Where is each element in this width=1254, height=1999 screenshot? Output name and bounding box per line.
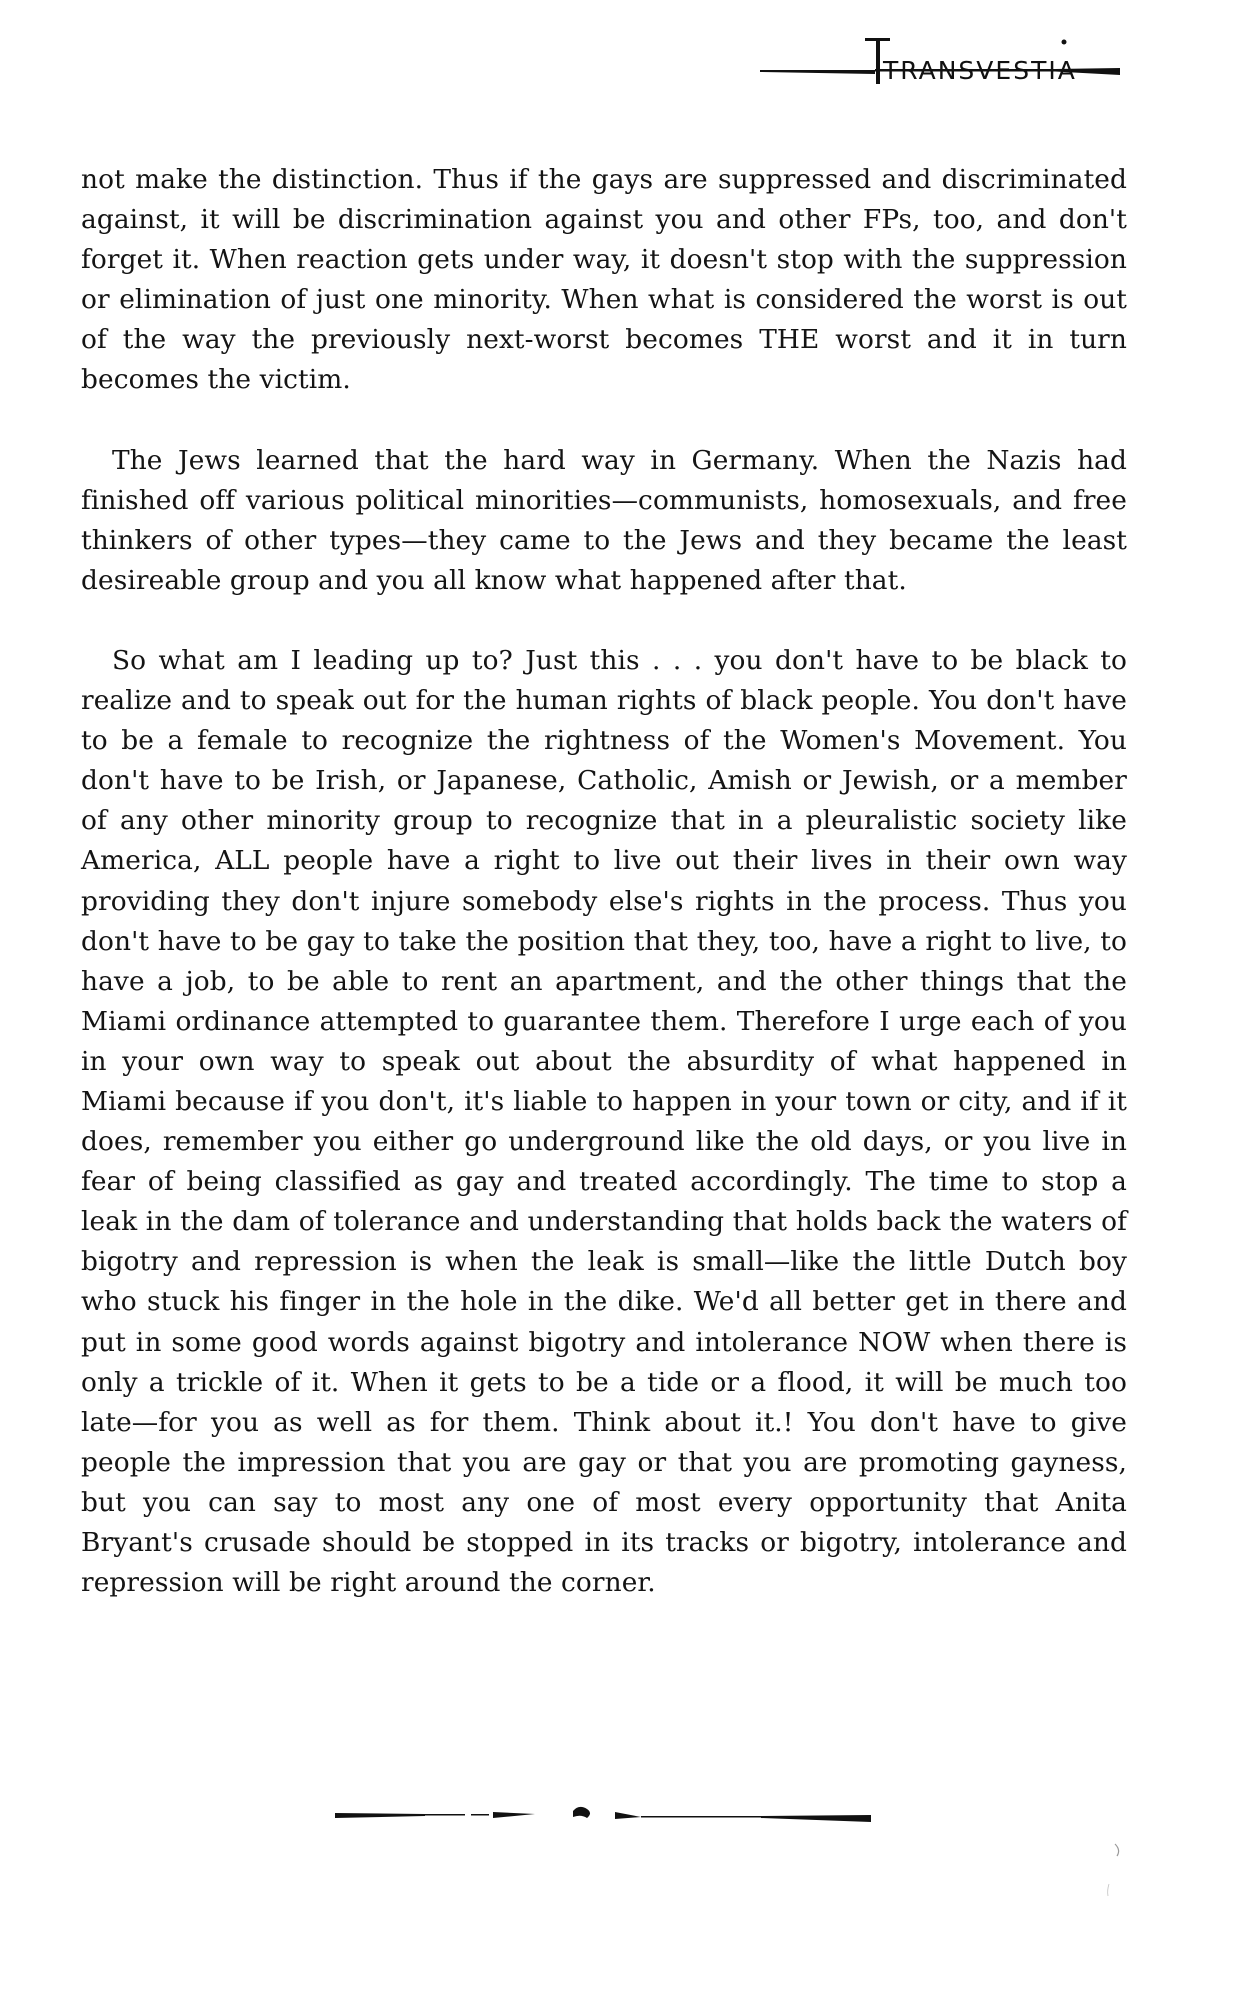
article-body bbox=[81, 160, 1127, 1603]
end-of-article-ornament-icon bbox=[335, 1800, 875, 1830]
stray-pencil-mark bbox=[1105, 1840, 1135, 1900]
paragraph-2: The Jews learned that the hard way in Germany. When the Nazis had finished off various political minorities—communists, homosexuals, and free thinkers of other types—they came to the Jews and they became the least desireable group and you all know what happened after that. bbox=[81, 444, 1127, 596]
running-header bbox=[755, 36, 1125, 106]
paragraph-3: So what am I leading up to? Just this . . . you don't have to be black to realize and to speak out for the human rights of black people. You don't have to be a female to recognize the rightness of the Women's Movement. You don't have to be Irish, or Japanese, Catholic, Amish or Jewish, or a member of any other minority group to recognize that in a pleuralistic society like America, ALL people have a right to live out their lives in their own way providing they don't injure somebody else's rights in the process. Thus you don't have to be gay to take the position that they, too, have a right to live, to have a job, to be able to rent an apartment, and the other things that the Miami ordinance attempted to guarantee them. Therefore I urge each of you in your own way to speak out about the absurdity of what happened in Miami because if you don't, it's liable to happen in your town or city, and if it does, remember you either go underground like the old days, or you live in fear of being classified as gay and treated accordingly. The time to stop a leak in the dam of tolerance and understanding that holds back the waters of bigotry and repression is when the leak is small—like the little Dutch boy who stuck his finger in the hole in the dike. We'd all better get in there and put in some good words against bigotry and intolerance NOW when there is only a trickle of it. When it gets to be a tide or a flood, it will be much too late—for you as well as for them. Think about it.! You don't have to give people the impression that you are gay or that you are promoting gayness, but you can say to most any one of most every opportunity that Anita Bryant's crusade should be stopped in its tracks or bigotry, intolerance and repression will be right around the corner. bbox=[81, 644, 1127, 1599]
paragraph-1: not make the distinction. Thus if the gays are suppressed and discriminated against, it will be discrimination against you and other FPs, too, and don't forget it. When reaction gets under way, it doesn't stop with the suppression or elimination of just one minority. When what is considered the worst is out of the way the previously next-worst becomes THE worst and it in turn becomes the victim. bbox=[81, 164, 1127, 396]
publication-title: TRANSVESTIA bbox=[883, 56, 1077, 85]
